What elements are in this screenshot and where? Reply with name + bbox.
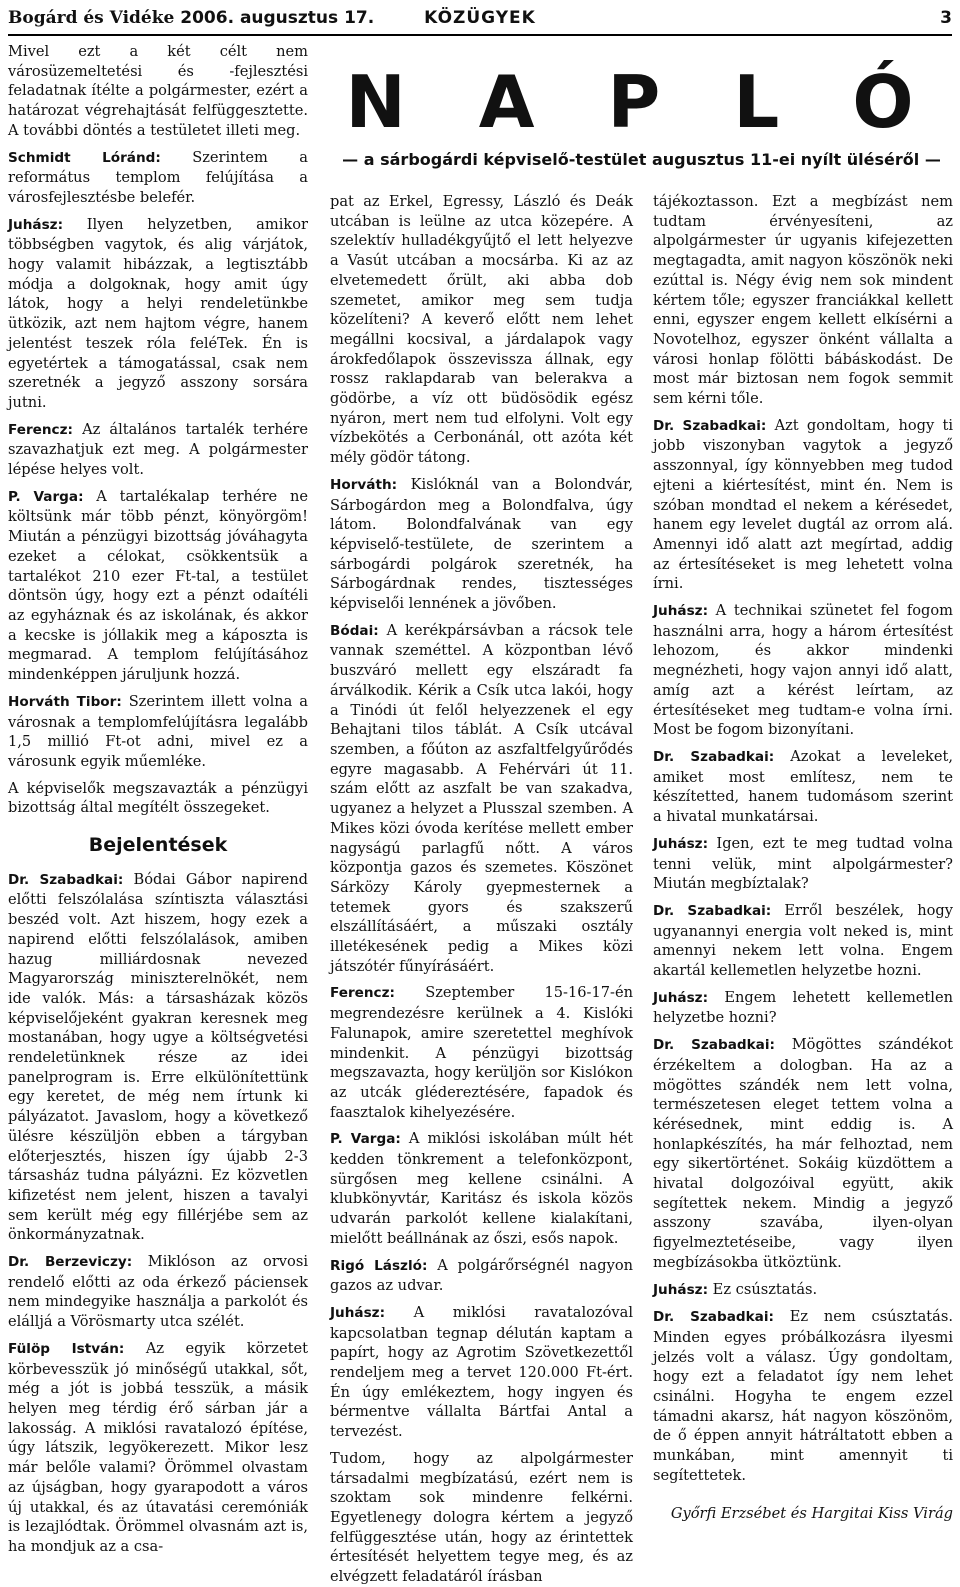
paragraph [8,692,308,772]
speaker-name: Horváth: [330,476,398,493]
speech-text: Az egyik körzetet körbevesszük jó minőségű utakkal, sőt, még a jót is jobbá tesszük, a másik helyen meg térdig érő sárban jár a lakosság. A miklósi ravatalozó építése, úgy látszik, legyökerezett. Mikor lesz már belőle valami? Örömmel olvastam az újságban, hogy gyarapodott a város új utakkal, és az útavatási ceremóniák is lezajlódtak. Örömmel olvasnám azt is, ha mondjuk az a csa- [8,1339,308,1555]
speaker-name: Dr. Berzeviczy: [8,1254,133,1271]
speaker-name: Dr. Szabadkai: [653,902,772,919]
speech-text: Engem lehetett kellemetlen helyzetbe hozni? [653,988,953,1027]
paragraph [330,1256,633,1296]
speaker-name: Juhász: [653,1281,709,1298]
speaker-name: Dr. Szabadkai: [653,748,775,765]
speech-text: Erről beszélek, hogy ugyanannyi energia volt neked is, mint amennyi nekem lett volna. Engem akartál kellemetlen helyzetbe hozni. [653,901,954,980]
speech-text: Az általános tartalék terhére szavazhatjuk ezt meg. A polgármester lépése helyes volt. [8,420,308,479]
page-number: 3 [940,8,952,28]
paragraph [8,870,308,1245]
paragraph [330,475,633,614]
speech-text: Miklóson az orvosi rendelő előtti az oda érkező páciensek nem mindegyike használja a parkolót és elálljá a Vörösmarty utca szélét. [8,1253,308,1331]
column-2 [330,192,633,1587]
speaker-name: P. Varga: [330,1131,401,1148]
speaker-name: Juhász: [653,989,709,1006]
speaker-name: Dr. Szabadkai: [653,417,767,434]
paragraph [653,601,953,740]
speech-text: Szerintem a református templom felújítása a városfejlesztésbe belefér. [8,148,308,206]
speech-text: Igen, ezt te meg tudtad volna tenni velük, mint alpolgármester? Miután megbíztalak? [653,834,953,893]
speaker-name: Ferencz: [8,421,73,438]
paragraph [653,901,953,981]
speaker-name: Schmidt Lóránd: [8,149,161,166]
speaker-name: Ferencz: [330,985,395,1002]
paragraph [653,834,953,894]
page-header [8,4,952,36]
speaker-name: Rigó László: [330,1257,428,1274]
column-3 [653,192,953,1523]
paragraph: pat az Erkel, Egressy, László és Deák utcában is leülne az utca közepére. A szelektív hulladékgyűjtő el lett helyezve a Vasút utcában a mocsárba. Ki az az elvetemedett őrült, aki abba dob szemetet, amikor meg sem tudja közelíteni? A keverő előtt nem lehet megállni kocsival, a járdalapok vagy árokfedőlapok összevissza állnak, egy rossz raklapdarab van belerakva a gödörbe, a víz ott büdösödik egész nyáron, mert nem tud elfolyni. Volt egy vízbekötés a Cerbonánál, ott azóta két mély gödör tátong. [330,193,633,467]
paragraph: A képviselők megszavazták a pénzügyi bizottság által megítélt összegeket. [8,779,308,817]
paragraph [653,1307,953,1485]
speech-text: Mögöttes szándékot érzékeltem a dologban. Ha az a mögöttes szándék nem lett volna, természetesen eleget tettem volna a kérésednek, mint eddig is. A honlapkészítés, ha már felhoztad, nem egy sikertörténet. Sokáig küzdöttem a hivatal dolgozóival együtt, akik segítettek nekem. Mindig a jegyző asszony szavába, ilyen-olyan figyelmeztetéseibe, vagy ilyen megbízásokba ütköztünk. [653,1036,954,1271]
speech-text: Kislóknál van a Bolondvár, Sárbogárdon meg a Bolondfalva, úgy látom. Bolondfalvának van egy képviselő-testülete, de szerintem a sárbogárdi polgárok szeretnék, ha Sárbogárdnak rendes, tisztességes képviselői lennének a jövőben. [330,475,633,613]
speech-text: A technikai szünetet fel fogom használni arra, hogy a három értesítést lehozom, és akkor mindenki megnézheti, hogy vajon annyi idő alatt, amíg azt a kérést leírtam, az értesítéseket meg tudtam-e volna írni. Most be fogom bizonyítani. [653,602,953,739]
article-title: N A P L Ó [345,60,938,144]
paragraph: tájékoztasson. Ezt a megbízást nem tudtam érvényesíteni, az alpolgármester úr ugyanis kifejezetten megtagadta, amit nagyon köszönök neki ezúttal is. Négy évig nem sok mindent kértem tőle; egyszer franciákkal kellett enni, egyszer engem kellett elkísérni a Novotelhoz, egyszer önként vállalta a városi honlap fölötti bábáskodást. De most már biztosan nem fogok semmit sem kérni tőle. [653,193,953,408]
speaker-name: Dr. Szabadkai: [8,871,124,888]
paragraph [330,621,633,977]
speech-text: Ez nem csúsztatás. Minden egyes próbálkozásra ilyesmi jelzés volt a válasz. Úgy gondoltam, hogy ezt a feladatot így nem lehet csinálni. Hogyha te engem ezzel támadni akarsz, hát nagyon köszönöm, de ő éppen annyit hátráltatott ebben a munkában, mint amennyit ti segítettetek. [653,1308,953,1484]
paragraph [653,1035,953,1272]
speaker-name: Dr. Szabadkai: [653,1309,774,1326]
speech-text: Szerintem illett volna a városnak a templomfelújításra legalább 1,5 millió Ft-ot adni, mivel ez a városunk egyik műemléke. [8,692,308,770]
paragraph: Mivel ezt a két célt nem városüzemeltetési és -fejlesztési feladatnak ítélte a polgármester, ezért a határozat végrehajtását felfüggesztette. A további döntés a testületet illeti meg. [8,43,308,139]
issue-date: 2006. augusztus 17. [180,8,375,28]
speaker-name: Fülöp István: [8,1340,125,1357]
paragraph [653,1280,953,1301]
speech-text: Szeptember 15-16-17-én megrendezésre kerülnek a 4. Kislóki Falunapok, amire szeretettel meghívok mindenkit. A pénzügyi bizottság megszavazta, hogy kerüljön sor Kislókon az utcák glédereztésére, fapadok és faasztalok kihelyezésére. [330,984,633,1121]
paragraph [8,148,308,208]
speech-text: A miklósi iskolában múlt hét kedden tönkrement a telefonközpont, sürgősen meg kellene csinálni. A klubkönyvtár, Karitász és iskola közös udvarán parkolót kellene kialakítani, mielőtt beállnának az őszi, esős napok. [330,1130,633,1247]
paragraph [653,747,953,827]
speech-text: Azt gondoltam, hogy ti jobb viszonyban vagytok a jegyző asszonnyal, így könnyebben meg tudod ejteni a kiértesítést, mint én. Nem is szóban mondtad el nekem a kérésedet, hanem egy levelet dugtál az orrom alá. Amennyi idő alatt azt megírtad, addig az értesítéseket is meg lehetett volna írni. [653,416,954,593]
speaker-name: Dr. Szabadkai: [653,1037,775,1054]
paragraph [8,1252,308,1332]
speech-text: Ilyen helyzetben, amikor többségben vagytok, és alig várjátok, hogy valamit hibázzak, a legtisztább módja a dolgoknak, hogy amit úgy látok, hogy a helyi rendeletünkbe ütközik, azt nem hajtom végre, hanem jelentést teszek róla feléTek. Én is egyetértek a támogatással, csak nem szeretnék a jegyző asszony sorsára jutni. [8,215,308,411]
speech-text: A miklósi ravatalozóval kapcsolatban tegnap délután kaptam a papírt, hogy az Agrotim Szövetkezettől rendeljem meg a tervet 120.000 Ft-ért. Én úgy emlékeztem, hogy ingyen és bérmentve vállalta Bártfai Antal a tervezést. [330,1303,633,1441]
paper-name: Bogárd és Vidéke [8,8,175,28]
section-name: KÖZÜGYEK [424,8,536,28]
speaker-name: P. Varga: [8,488,84,505]
speaker-name: Bódai: [330,622,379,639]
speech-text: Bódai Gábor napirend előtti felszólalása színtiszta választási beszéd volt. Azt hiszem, hogy ezek a napirend előtti felszólalások, amiben hazug milliárdosnak nevezed Magyarország miniszterelnökét, nem ide valók. Más: a társasházak közös képviselőjeként gyakran keresnek meg mostanában, hogy ugye a költségvetési rendeletünknek része az idei panelprogram is. Erre elkülönítettünk egy keretet, de még nem írtunk ki pályázatot. Javaslom, hogy a következő ülésre készüljön ebben a tárgyban előterjesztés, hiszen így újabb 2-3 társasház tudna pályázni. Ez közvetlen kifizetést nem jelent, hiszen a tavalyi sem került még egy fillérjébe sem az önkormányzatnak. [8,870,308,1244]
section-heading: Bejelentések [88,834,228,857]
paragraph [8,1339,308,1557]
paragraph [8,215,308,413]
author-signature: Győrfi Erzsébet és Hargitai Kiss Virág [670,1504,953,1522]
paragraph [653,988,953,1028]
speech-text: A polgárőrségnél nagyon gazos az udvar. [330,1256,634,1295]
speaker-name: Horváth Tibor: [8,693,122,710]
article-subtitle: — a sárbogárdi képviselő-testület augusztus 11-ei nyílt üléséről — [342,150,941,169]
paragraph [8,487,308,685]
speaker-name: Juhász: [8,216,64,233]
speaker-name: Juhász: [330,1304,386,1321]
paragraph [8,420,308,480]
paragraph [330,1303,633,1442]
column-1 [8,42,308,1557]
paragraph [330,1129,633,1248]
paragraph [330,983,633,1122]
speaker-name: Juhász: [653,603,709,620]
speech-text: A kerékpársávban a rácsok tele vannak szeméttel. A központban lévő buszváró mellett egy elszáradt fa árválkodik. Kérik a Csík utca lakói, hogy a Tinódi út felől helyezzenek el egy Behajtani tilos táblát. A Csík utcával szemben, a főúton az aszfaltfelgyűrődés egyre magasabb. A Fehérvári út 11. szám előtt az aszfalt be van szakadva, ugyanez a helyzet a Plusszal szemben. A Mikes közi óvoda kerítése mellett ember nagyságú parlagfű nőtt. A város központja gazos és szemetes. Köszönet Sárközy Károly gyepmesternek a tetemek gyors és szakszerű elszállításáért, a műszaki osztály illetékesének pedig a Mikes közi játszótér fűnyírásáért. [330,621,633,975]
speech-text: A tartalékalap terhére ne költsünk már több pénzt, könyörgöm! Miután a pénzügyi bizottság jóváhagyta ezeket a célokat, csökkentsük a tartalékot 210 ezer Ft-tal, a testület döntsön úgy, hogy ezt a pénzt odaítéli az egyháznak és az iskolának, és akkor a kecske is jóllakik meg a káposzta is megmarad. A templom felújításához mindenképpen járuljunk hozzá. [8,487,309,684]
speech-text: Azokat a leveleket, amiket most említesz, nem te készítetted, hanem tudomásom szerint a hivatal munkatársai. [653,747,954,826]
speech-text: Ez csúsztatás. [708,1280,818,1298]
paragraph: Tudom, hogy az alpolgármester társadalmi megbízatású, ezért nem is szoktam sok mindenre felkérni. Egyetlenegy dologra kértem a jegyző felfüggesztése után, hogy az érintettek értesítését helyettem tegye meg, és az elvégzett feladatáról írásban [330,1449,633,1586]
paragraph [653,416,953,594]
speaker-name: Juhász: [653,835,709,852]
